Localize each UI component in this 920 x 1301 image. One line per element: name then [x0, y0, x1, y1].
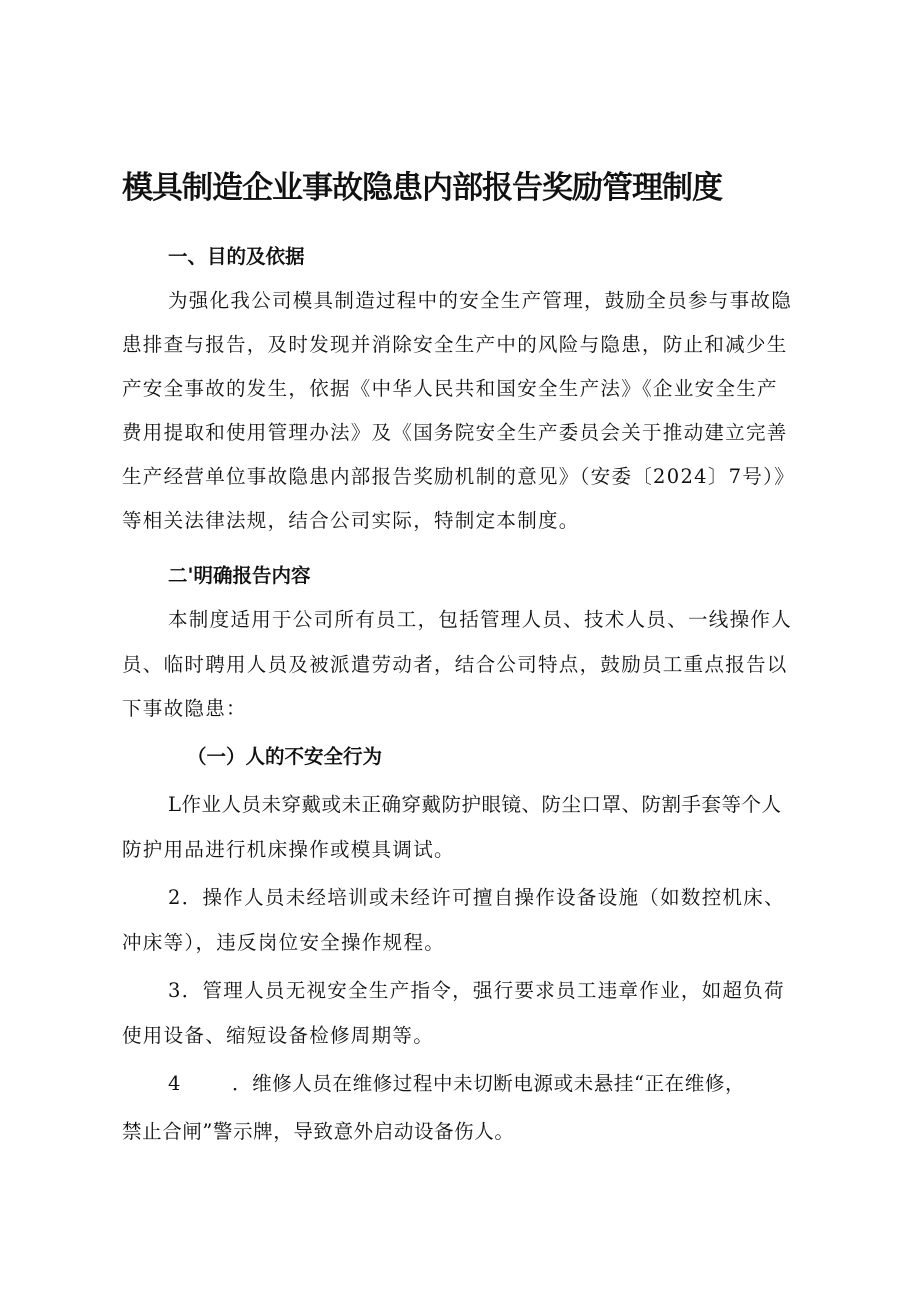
item-2-line-1: 2．操作人员未经培训或未经许可擅自操作设备设施（如数控机床、 — [168, 886, 785, 909]
section-2-line-3: 下事故隐患： — [122, 697, 247, 720]
document-title: 模具制造企业事故隐患内部报告奖励管理制度 — [122, 170, 722, 206]
section-1-line-1: 为强化我公司模具制造过程中的安全生产管理，鼓励全员参与事故隐 — [168, 289, 793, 312]
subsection-1-heading: （一）人的不安全行为 — [187, 745, 383, 768]
item-4-line-2: 禁止合闸”警示牌，导致意外启动设备伤人。 — [122, 1120, 515, 1143]
item-4-number: 4 — [168, 1072, 182, 1095]
item-3-line-2: 使用设备、缩短设备检修周期等。 — [122, 1024, 435, 1047]
item-1-line-1: L作业人员未穿戴或未正确穿戴防护眼镜、防尘口罩、防割手套等个人 — [168, 793, 782, 816]
section-1-line-5: 生产经营单位事故隐患内部报告奖励机制的意见》（安委〔2024〕7号）》 — [122, 465, 796, 488]
section-1-line-2: 患排查与报告，及时发现并消除安全生产中的风险与隐患，防止和减少生 — [122, 333, 788, 356]
item-3-line-1: 3．管理人员无视安全生产指令，强行要求员工违章作业，如超负荷 — [168, 979, 785, 1002]
section-2-line-2: 员、临时聘用人员及被派遣劳动者，结合公司特点，鼓励员工重点报告以 — [122, 653, 788, 676]
item-1-line-2: 防护用品进行机床操作或模具调试。 — [122, 838, 455, 861]
section-2-line-1: 本制度适用于公司所有员工，包括管理人员、技术人员、一线操作人 — [168, 608, 793, 631]
section-1-line-4: 费用提取和使用管理办法》及《国务院安全生产委员会关于推动建立完善 — [122, 421, 788, 444]
section-1-line-3: 产安全事故的发生，依据《中华人民共和国安全生产法》《企业安全生产 — [122, 377, 778, 400]
section-1-line-6: 等相关法律法规，结合公司实际，特制定本制度。 — [122, 509, 580, 532]
item-2-line-2: 冲床等），违反岗位安全操作规程。 — [122, 931, 446, 954]
section-2-heading: 二'明确报告内容 — [168, 564, 311, 587]
section-1-heading: 一、目的及依据 — [168, 245, 305, 268]
item-4-line-1: ．维修人员在维修过程中未切断电源或未悬挂“正在维修， — [232, 1072, 746, 1095]
